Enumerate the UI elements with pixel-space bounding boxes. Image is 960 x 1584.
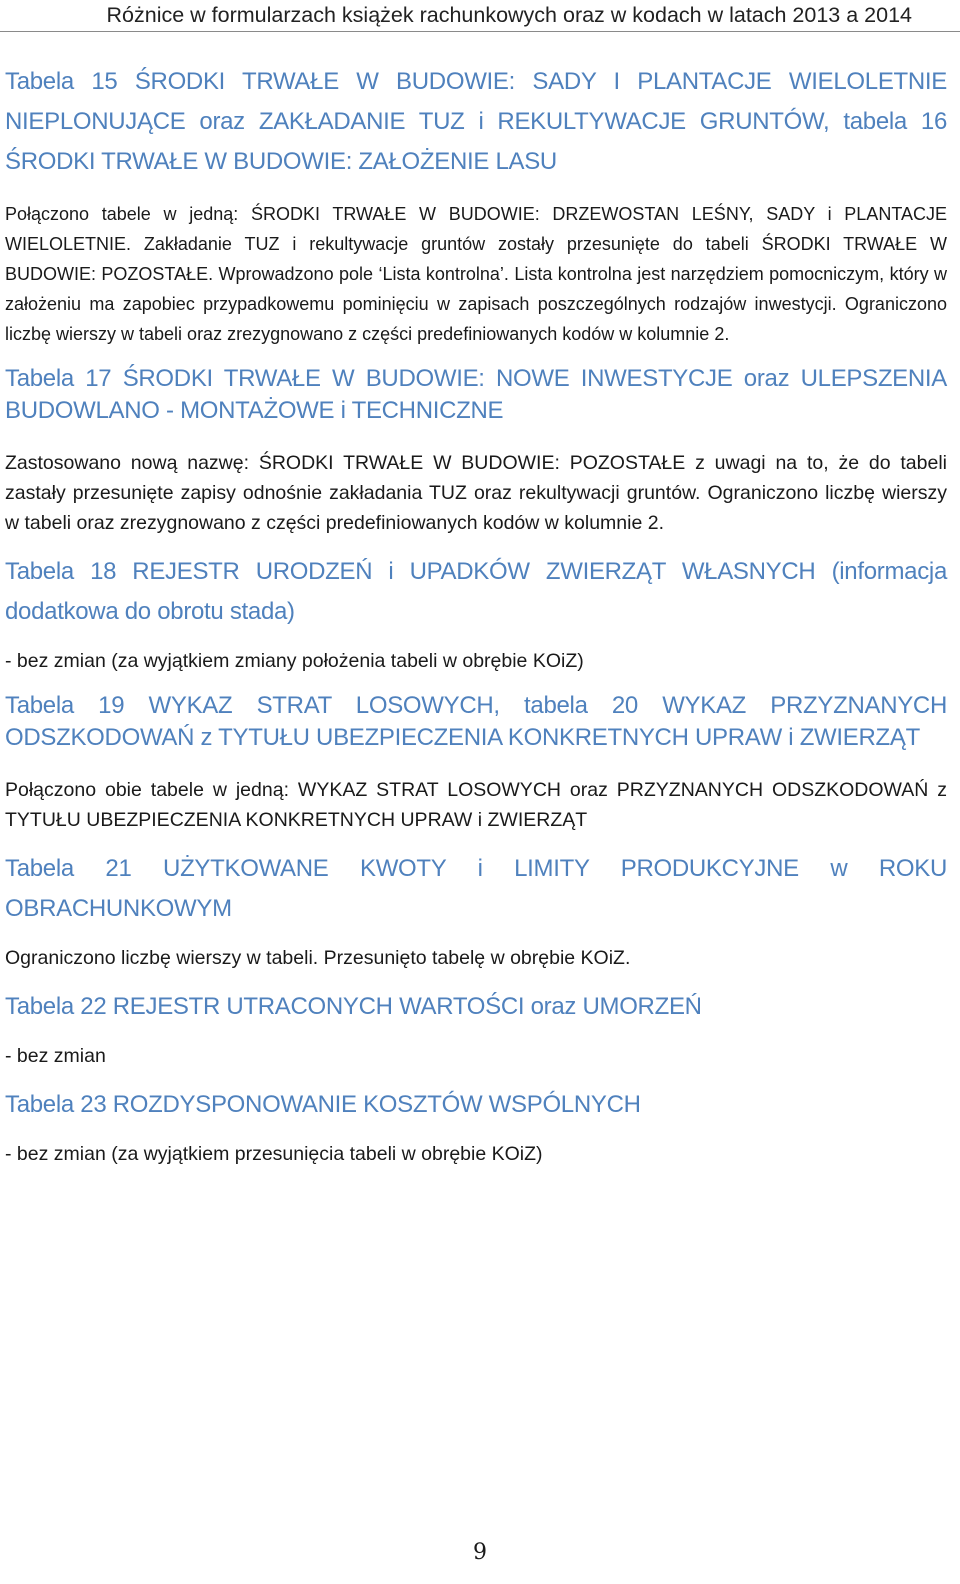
section-body-tabela-18: - bez zmian (za wyjątkiem zmiany położenia tabeli w obrębie KOiZ) [5, 650, 584, 672]
section-heading-tabela-19-20: Tabela 19 WYKAZ STRAT LOSOWYCH, tabela 20 WYKAZ PRZYZNANYCH ODSZKODOWAŃ z TYTUŁU UBEZPIECZENIA KONKRETNYCH UPRAW i ZWIERZĄT [5, 692, 947, 751]
section-heading-tabela-15: Tabela 15 ŚRODKI TRWAŁE W BUDOWIE: SADY I PLANTACJE WIELOLETNIE NIEPLONUJĄCE oraz ZAKŁADANIE TUZ i REKULTYWACJE GRUNTÓW, tabela 16 ŚRODKI TRWAŁE W BUDOWIE: ZAŁOŻENIE LASU [5, 68, 947, 175]
section-heading-tabela-22: Tabela 22 REJESTR UTRACONYCH WARTOŚCI oraz UMORZEŃ [5, 993, 702, 1020]
section-heading-tabela-21: Tabela 21 UŻYTKOWANE KWOTY i LIMITY PRODUKCYJNE w ROKU OBRACHUNKOWYM [5, 855, 947, 922]
section-body-tabela-22: - bez zmian [5, 1045, 106, 1067]
section-body-tabela-17: Zastosowano nową nazwę: ŚRODKI TRWAŁE W BUDOWIE: POZOSTAŁE z uwagi na to, że do tabeli zastały przesunięte zapisy odnośnie zakładania TUZ oraz rekultywacji gruntów. Ograniczono liczbę wierszy w tabeli oraz zrezygnowano z części predefiniowanych kodów w kolumnie 2. [5, 452, 947, 534]
section-body-tabela-19-20: Połączono obie tabele w jedną: WYKAZ STRAT LOSOWYCH oraz PRZYZNANYCH ODSZKODOWAŃ z TYTUŁU UBEZPIECZENIA KONKRETNYCH UPRAW i ZWIERZĄT [5, 779, 947, 831]
section-body-tabela-23: - bez zmian (za wyjątkiem przesunięcia tabeli w obrębie KOiZ) [5, 1143, 543, 1165]
section-body-tabela-15: Połączono tabele w jedną: ŚRODKI TRWAŁE W BUDOWIE: DRZEWOSTAN LEŚNY, SADY i PLANTACJE WIELOLETNIE. Zakładanie TUZ i rekultywacje gruntów zostały przesunięte do tabeli ŚRODKI TRWAŁE W BUDOWIE: POZOSTAŁE. Wprowadzono pole ‘Lista kontrolna’. Lista kontrolna jest narzędziem pomocniczym, który w założeniu ma zapobiec przypadkowemu pominięciu w zapisach poszczególnych rodzajów inwestycji. Ograniczono liczbę wierszy w tabeli oraz zrezygnowano z części predefiniowanych kodów w kolumnie 2. [5, 204, 947, 344]
section-heading-tabela-17: Tabela 17 ŚRODKI TRWAŁE W BUDOWIE: NOWE INWESTYCJE oraz ULEPSZENIA BUDOWLANO - MONTAŻOWE i TECHNICZNE [5, 365, 947, 424]
document-title: Różnice w formularzach książek rachunkowych oraz w kodach w latach 2013 a 2014 [106, 3, 912, 27]
page-content [5, 62, 947, 1169]
section-heading-tabela-23: Tabela 23 ROZDYSPONOWANIE KOSZTÓW WSPÓLNYCH [5, 1091, 641, 1118]
section-body-tabela-21: Ograniczono liczbę wierszy w tabeli. Przesunięto tabelę w obrębie KOiZ. [5, 947, 631, 969]
running-header [0, 0, 960, 32]
section-heading-tabela-18: Tabela 18 REJESTR URODZEŃ i UPADKÓW ZWIERZĄT WŁASNYCH (informacja dodatkowa do obrotu stada) [5, 558, 947, 625]
page-number: 9 [473, 1540, 487, 1565]
